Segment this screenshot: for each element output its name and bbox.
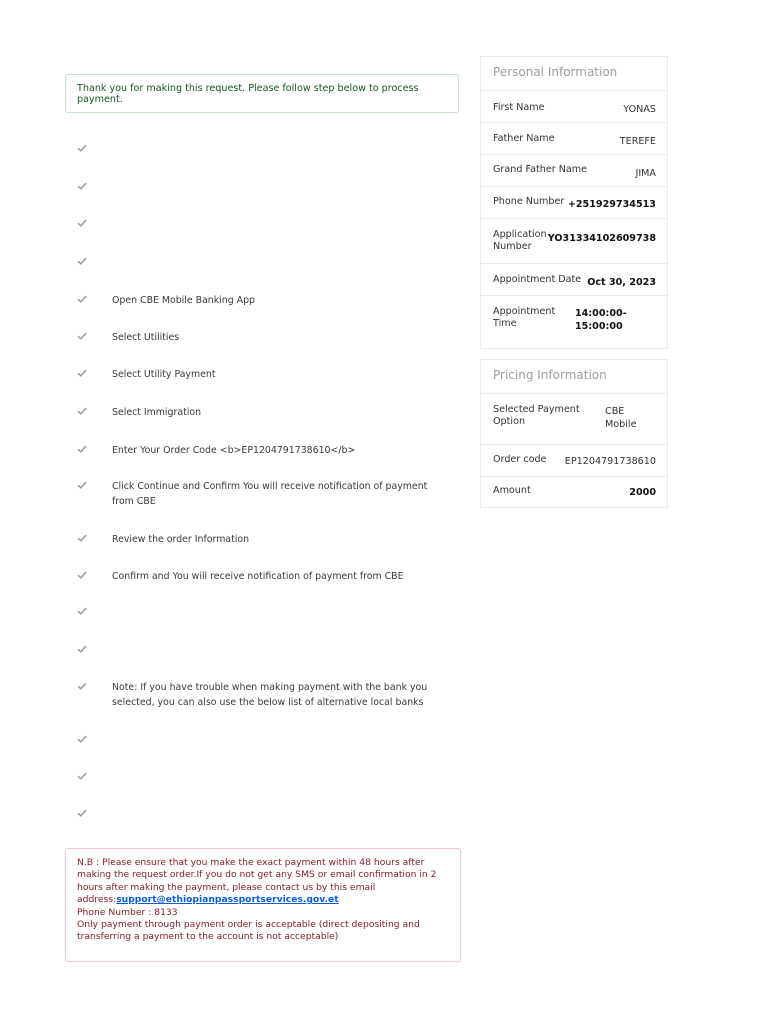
- pricing-info-panel: [480, 359, 668, 508]
- info-row: [481, 91, 667, 123]
- check-icon: [76, 293, 88, 305]
- appointment-date-label: Appointment Date: [493, 274, 582, 285]
- check-icon: [76, 142, 88, 154]
- payment-option-value: CBE Mobile: [605, 406, 637, 430]
- payment-option-label: Selected Payment Option: [493, 404, 580, 427]
- first-name-value: YONAS: [623, 104, 656, 115]
- check-icon: [76, 807, 88, 819]
- appointment-time-value: 14:00:00-15:00:00: [575, 308, 627, 332]
- warning-alert: [65, 848, 461, 962]
- check-icon: [76, 217, 88, 229]
- step-text: Open CBE Mobile Banking App: [112, 295, 255, 306]
- check-icon: [76, 569, 88, 581]
- warning-text: N.B : Please ensure that you make the exact payment within 48 hours after making the request order.If you do not get any SMS or email confirmation in 2 hours after making the payment, please contact us by this email address:: [77, 857, 437, 906]
- father-name-value: TEREFE: [619, 136, 656, 147]
- check-icon: [76, 367, 88, 379]
- check-icon: [76, 733, 88, 745]
- step-text: Select Utilities: [112, 332, 180, 343]
- check-icon: [76, 532, 88, 544]
- check-icon: [76, 605, 88, 617]
- application-value: YO31334102609738: [547, 233, 656, 244]
- step-text: Note: If you have trouble when making payment with the bank you selected, you can also use the below list of alternative local banks: [112, 682, 428, 708]
- check-icon: [76, 405, 88, 417]
- info-row: [481, 296, 667, 342]
- grand-father-label: Grand Father Name: [493, 164, 588, 175]
- check-icon: [76, 680, 88, 692]
- check-icon: [76, 255, 88, 267]
- step-text: Select Utility Payment: [112, 369, 216, 380]
- check-icon: [76, 180, 88, 192]
- first-name-label: First Name: [493, 102, 545, 113]
- step-text: Confirm and You will receive notification of payment from CBE: [112, 571, 404, 582]
- order-code-value: EP1204791738610: [564, 456, 656, 467]
- grand-father-value: JIMA: [635, 168, 656, 179]
- father-name-label: Father Name: [493, 133, 555, 144]
- check-icon: [76, 643, 88, 655]
- check-icon: [76, 479, 88, 491]
- info-row: [481, 445, 667, 477]
- info-row: [481, 477, 667, 507]
- step-text: Review the order Information: [112, 534, 250, 545]
- panel-title: Pricing Information: [481, 360, 667, 394]
- amount-label: Amount: [493, 485, 531, 496]
- order-code-label: Order code: [493, 454, 547, 465]
- panel-title: Personal Information: [481, 57, 667, 91]
- phone-label: Phone Number: [493, 196, 565, 207]
- check-icon: [76, 443, 88, 455]
- success-message: Thank you for making this request. Please follow step below to process payment.: [77, 82, 419, 105]
- personal-info-panel: [480, 56, 668, 349]
- info-row: [481, 123, 667, 155]
- check-icon: [76, 770, 88, 782]
- application-label: Application Number: [493, 229, 547, 252]
- info-row: [481, 187, 667, 219]
- support-phone: Phone Number : 8133: [77, 906, 178, 918]
- info-row: [481, 264, 667, 296]
- info-row: [481, 394, 667, 445]
- phone-value: +251929734513: [567, 199, 656, 210]
- payment-note: Only payment through payment order is acceptable (direct depositing and transferring a payment to the account is not acceptable): [77, 919, 420, 943]
- info-row: [481, 219, 667, 264]
- appointment-time-label: Appointment Time: [493, 306, 556, 329]
- step-text: Click Continue and Confirm You will receive notification of payment from CBE: [112, 481, 428, 507]
- appointment-date-value: Oct 30, 2023: [587, 277, 656, 288]
- step-text: Enter Your Order Code <b>EP1204791738610</b>: [112, 445, 356, 456]
- support-email-link[interactable]: support@ethiopianpassportservices.gov.et: [116, 894, 339, 906]
- step-text: Select Immigration: [112, 407, 202, 418]
- amount-value: 2000: [629, 487, 656, 498]
- check-icon: [76, 330, 88, 342]
- info-row: [481, 155, 667, 187]
